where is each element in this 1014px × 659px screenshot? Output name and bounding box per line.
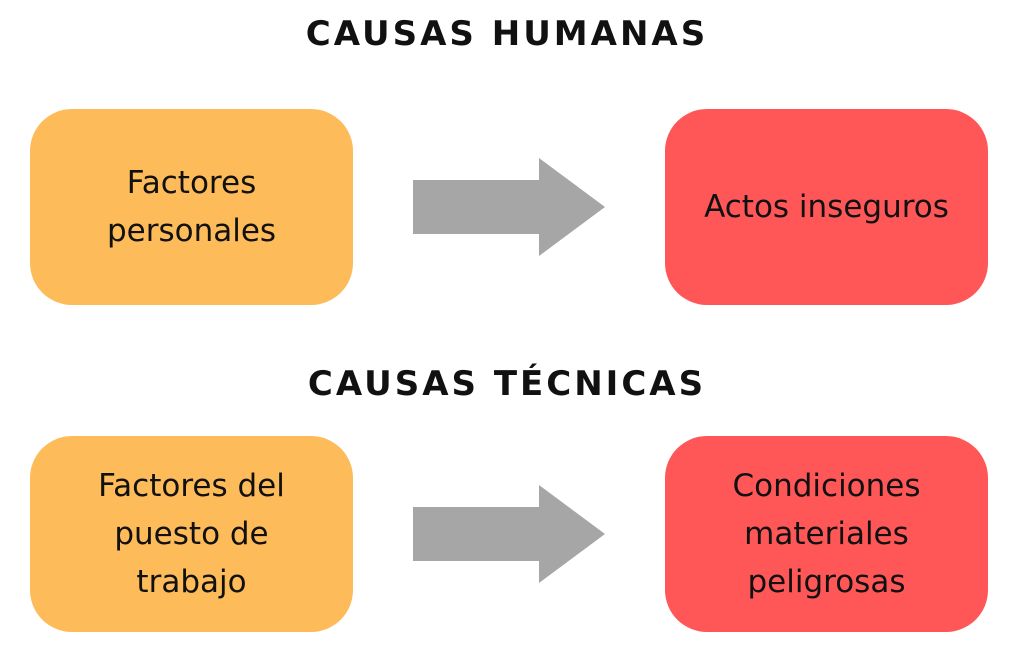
cause-box-label: Factores personales bbox=[106, 165, 277, 249]
section-title-causas-tecnicas: CAUSAS TÉCNICAS bbox=[307, 364, 707, 404]
cause-box-factores-puesto-trabajo bbox=[30, 436, 353, 632]
cause-box-label: Factores del puesto de trabajo bbox=[98, 468, 285, 600]
section-title-causas-humanas: CAUSAS HUMANAS bbox=[305, 14, 709, 54]
effect-box-label: Condiciones materiales peligrosas bbox=[732, 468, 921, 600]
effect-box-label: Actos inseguros bbox=[704, 189, 949, 225]
cause-box-factores-personales bbox=[30, 109, 353, 305]
right-arrow-icon bbox=[413, 158, 605, 256]
effect-box-actos-inseguros bbox=[665, 109, 988, 305]
effect-box-condiciones-materiales bbox=[665, 436, 988, 632]
right-arrow-icon bbox=[413, 485, 605, 583]
